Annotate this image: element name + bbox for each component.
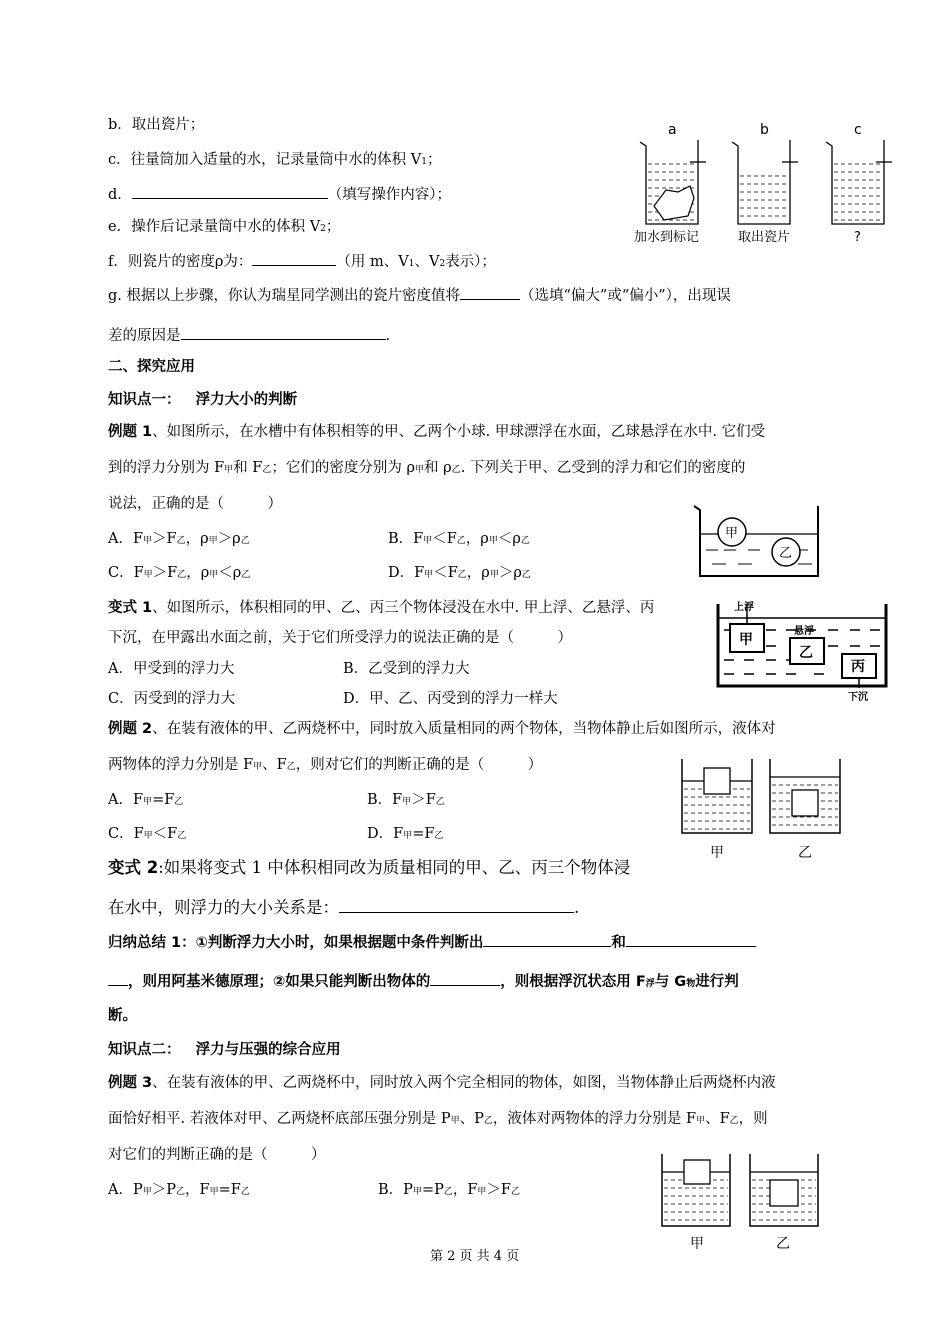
var1-option-a[interactable]: A．甲受到的浮力大 (108, 661, 235, 677)
ex2-option-d[interactable]: D．F甲=F乙 (367, 826, 444, 842)
step-f-blank[interactable] (252, 250, 336, 266)
ex3-label-yi: 乙 (776, 1236, 790, 1252)
porcelain-chip (654, 186, 694, 220)
label-suspend: 悬浮 (794, 626, 814, 637)
summary-blank2-cont[interactable] (108, 970, 128, 986)
ex2-object-yi (792, 790, 818, 816)
ex2-figure (678, 755, 848, 863)
ball-jia-label: 甲 (725, 526, 739, 541)
label-yi: 乙 (799, 645, 813, 661)
ex2-option-b[interactable]: B．F甲＞F乙 (367, 792, 445, 808)
var1-line1: 变式 1、如图所示，体积相同的甲、乙、丙三个物体浸没在水中. 甲上浮、乙悬浮、丙 (108, 600, 655, 616)
var1-option-c[interactable]: C．丙受到的浮力大 (108, 691, 236, 707)
kp1-heading: 知识点一： 浮力大小的判断 (108, 392, 298, 408)
label-down: 下沉 (848, 692, 868, 703)
var1-option-d[interactable]: D．甲、乙、丙受到的浮力一样大 (343, 691, 558, 707)
var2-line2: 在水中，则浮力的大小关系是： . (108, 898, 580, 917)
summary-line1: 归纳总结 1：①判断浮力大小时，如果根据题中条件判断出 和 (108, 931, 756, 953)
summary-line2: ，则用阿基米德原理；②如果只能判断出物体的 ，则根据浮沉状态用 F浮与 G物进行判 (108, 970, 739, 994)
ex2-line1: 例题 2、在装有液体的甲、乙两烧杯中，同时放入质量相同的两个物体，当物体静止后如图所示，液体对 (108, 721, 776, 737)
step-b: b．取出瓷片； (108, 117, 205, 133)
beaker-a-label: a (668, 122, 677, 138)
ex1-option-c[interactable]: C．F甲＞F乙，ρ甲＜ρ乙 (108, 565, 251, 581)
step-g-blank2[interactable] (181, 324, 386, 340)
ex1-option-b[interactable]: B．F甲＜F乙，ρ甲＜ρ乙 (388, 531, 530, 547)
label-bing: 丙 (851, 659, 865, 675)
beaker-b-caption: 取出瓷片 (738, 230, 791, 245)
step-g-blank1[interactable] (460, 284, 520, 300)
ex3-object-yi (770, 1180, 798, 1206)
beaker-c-caption: ? (854, 230, 861, 245)
beaker-c-label: c (854, 122, 862, 138)
page-footer: 第 2 页 共 4 页 (430, 1249, 520, 1264)
ball-yi-label: 乙 (779, 546, 793, 561)
ex1-line1: 例题 1、如图所示，在水槽中有体积相等的甲、乙两个小球. 甲球漂浮在水面，乙球悬浮在水中. 它们受 (108, 424, 766, 440)
ex1-option-d[interactable]: D．F甲＜F乙，ρ甲＞ρ乙 (388, 565, 531, 581)
ex3-option-b[interactable]: B．P甲=P乙，F甲＞F乙 (378, 1182, 521, 1198)
summary-blank1[interactable] (483, 931, 611, 947)
step-d: d． （填写操作内容）； (108, 183, 451, 205)
ex2-label-jia: 甲 (710, 845, 724, 861)
var1-figure (714, 596, 894, 703)
ex1-line2: 到的浮力分别为 F甲和 F乙；它们的密度分别为 ρ甲和 ρ乙. 下列关于甲、乙受到的浮力和它们的密度的 (108, 460, 746, 476)
label-jia: 甲 (739, 632, 753, 648)
step-f: f．则瓷片的密度ρ为： （用 m、V1、V2表示）； (108, 250, 496, 274)
ex2-option-c[interactable]: C．F甲＜F乙 (108, 826, 187, 842)
ex3-line1: 例题 3、在装有液体的甲、乙两烧杯中，同时放入两个完全相同的物体，如图，当物体静止后两烧杯内液 (108, 1075, 776, 1091)
step-e: e．操作后记录量筒中水的体积 V2； (108, 219, 341, 235)
ex1-line3: 说法，正确的是（ ） (108, 496, 282, 512)
beaker-a-caption: 加水到标记 (634, 230, 700, 245)
kp2-heading: 知识点二： 浮力与压强的综合应用 (108, 1042, 341, 1058)
summary-blank2[interactable] (626, 931, 756, 947)
beakers-figure (630, 120, 910, 245)
ex1-option-a[interactable]: A．F甲＞F乙，ρ甲＞ρ乙 (108, 531, 250, 547)
ex3-label-jia: 甲 (690, 1236, 704, 1252)
step-d-blank[interactable] (132, 183, 328, 199)
step-g-line1: g. 根据以上步骤，你认为瑞星同学测出的瓷片密度值将 （选填“偏大”或“偏小”），出现误 (108, 284, 731, 306)
var2-line1: 变式 2:如果将变式 1 中体积相同改为质量相同的甲、乙、丙三个物体浸 (108, 858, 631, 877)
var2-blank[interactable] (339, 896, 574, 913)
beaker-b-label: b (760, 122, 769, 138)
ex3-line2: 面恰好相平. 若液体对甲、乙两烧杯底部压强分别是 P甲、P乙，液体对两物体的浮力分别是 F甲、F乙，则 (108, 1111, 768, 1127)
ex3-figure (658, 1150, 828, 1254)
label-up: 上浮 (734, 602, 754, 613)
step-c: c．往量筒加入适量的水，记录量筒中水的体积 V1； (108, 152, 442, 168)
var1-line2: 下沉，在甲露出水面之前，关于它们所受浮力的说法正确的是（ ） (108, 630, 572, 646)
ex1-figure (690, 502, 830, 582)
ex3-line3: 对它们的判断正确的是（ ） (108, 1147, 326, 1163)
summary-blank3[interactable] (430, 970, 500, 986)
ex3-object-jia (684, 1160, 710, 1184)
ex2-line2: 两物体的浮力分别是 F甲、F乙，则对它们的判断正确的是（ ） (108, 757, 543, 773)
var1-option-b[interactable]: B．乙受到的浮力大 (343, 661, 470, 677)
ex2-object-jia (704, 768, 730, 794)
ex2-label-yi: 乙 (798, 845, 812, 861)
step-g-line2: 差的原因是 . (108, 324, 390, 346)
section-title: 二、探究应用 (108, 359, 195, 375)
ex3-option-a[interactable]: A．P甲＞P乙，F甲=F乙 (108, 1182, 250, 1198)
summary-line3: 断。 (108, 1008, 137, 1024)
ex2-option-a[interactable]: A．F甲=F乙 (108, 792, 184, 808)
